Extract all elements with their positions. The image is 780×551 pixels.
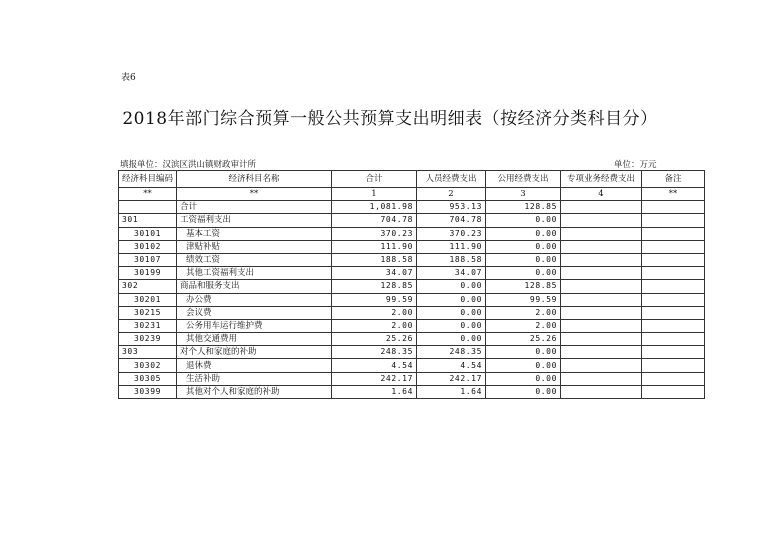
row-total: 188.58	[332, 253, 417, 266]
row-name: 基本工资	[177, 227, 332, 240]
row-special	[561, 253, 642, 266]
row-personnel: 0.00	[417, 333, 486, 346]
table-row	[119, 227, 705, 240]
table-row	[119, 214, 705, 227]
row-personnel: 0.00	[417, 293, 486, 306]
index-total: 1	[332, 188, 417, 201]
row-note	[642, 306, 705, 319]
row-total: 25.26	[332, 333, 417, 346]
row-total: 111.90	[332, 240, 417, 253]
row-public: 0.00	[486, 346, 561, 359]
row-code: 30239	[119, 333, 177, 346]
row-public: 99.59	[486, 293, 561, 306]
row-note	[642, 333, 705, 346]
row-public: 25.26	[486, 333, 561, 346]
row-name: 其他交通费用	[177, 333, 332, 346]
row-special	[561, 293, 642, 306]
row-name: 津贴补贴	[177, 240, 332, 253]
row-personnel: 242.17	[417, 372, 486, 385]
row-personnel: 370.23	[417, 227, 486, 240]
row-total: 128.85	[332, 280, 417, 293]
row-personnel: 704.78	[417, 214, 486, 227]
table-header-row	[119, 171, 705, 188]
row-total: 1,081.98	[332, 201, 417, 214]
row-name: 其他工资福利支出	[177, 267, 332, 280]
index-personnel: 2	[417, 188, 486, 201]
table-row	[119, 333, 705, 346]
index-note: **	[642, 188, 705, 201]
row-note	[642, 253, 705, 266]
row-name: 合计	[177, 201, 332, 214]
row-note	[642, 267, 705, 280]
table-row	[119, 240, 705, 253]
table-row	[119, 306, 705, 319]
row-name: 绩效工资	[177, 253, 332, 266]
row-special	[561, 306, 642, 319]
row-personnel: 188.58	[417, 253, 486, 266]
row-special	[561, 333, 642, 346]
row-code: 30302	[119, 359, 177, 372]
row-name: 公务用车运行维护费	[177, 319, 332, 332]
row-special	[561, 359, 642, 372]
row-public: 0.00	[486, 385, 561, 398]
header-personnel: 人员经费支出	[417, 171, 486, 188]
row-public: 0.00	[486, 253, 561, 266]
table-number-label: 表6	[121, 73, 136, 83]
row-code: 30305	[119, 372, 177, 385]
row-note	[642, 214, 705, 227]
table-body	[119, 201, 705, 399]
row-code	[119, 201, 177, 214]
row-public: 128.85	[486, 201, 561, 214]
row-public: 128.85	[486, 280, 561, 293]
row-name: 会议费	[177, 306, 332, 319]
row-note	[642, 372, 705, 385]
row-public: 0.00	[486, 267, 561, 280]
row-name: 其他对个人和家庭的补助	[177, 385, 332, 398]
row-code: 30231	[119, 319, 177, 332]
row-public: 0.00	[486, 227, 561, 240]
row-personnel: 1.64	[417, 385, 486, 398]
page-title: 2018年部门综合预算一般公共预算支出明细表（按经济分类科目分）	[122, 109, 658, 129]
currency-unit-label: 单位：万元	[614, 160, 657, 170]
reporting-unit-label: 填报单位：汉滨区洪山镇财政审计所	[120, 160, 257, 170]
row-public: 0.00	[486, 240, 561, 253]
table-row	[119, 372, 705, 385]
row-special	[561, 319, 642, 332]
table-row	[119, 253, 705, 266]
table-index-row	[119, 188, 705, 201]
table-row	[119, 319, 705, 332]
row-name: 对个人和家庭的补助	[177, 346, 332, 359]
header-special: 专项业务经费支出	[561, 171, 642, 188]
row-name: 办公费	[177, 293, 332, 306]
row-name: 退休费	[177, 359, 332, 372]
row-code: 30215	[119, 306, 177, 319]
row-special	[561, 214, 642, 227]
row-special	[561, 346, 642, 359]
index-name: **	[177, 188, 332, 201]
table-row	[119, 293, 705, 306]
row-total: 704.78	[332, 214, 417, 227]
row-special	[561, 201, 642, 214]
table-row	[119, 280, 705, 293]
row-personnel: 111.90	[417, 240, 486, 253]
header-public: 公用经费支出	[486, 171, 561, 188]
table-row	[119, 346, 705, 359]
row-note	[642, 319, 705, 332]
row-total: 242.17	[332, 372, 417, 385]
row-code: 30101	[119, 227, 177, 240]
row-personnel: 4.54	[417, 359, 486, 372]
table-row	[119, 385, 705, 398]
row-personnel: 248.35	[417, 346, 486, 359]
row-special	[561, 267, 642, 280]
row-special	[561, 227, 642, 240]
row-code: 301	[119, 214, 177, 227]
row-personnel: 953.13	[417, 201, 486, 214]
row-total: 99.59	[332, 293, 417, 306]
index-public: 3	[486, 188, 561, 201]
index-code: **	[119, 188, 177, 201]
row-code: 30102	[119, 240, 177, 253]
row-special	[561, 372, 642, 385]
row-note	[642, 201, 705, 214]
row-personnel: 34.07	[417, 267, 486, 280]
row-name: 商品和服务支出	[177, 280, 332, 293]
row-note	[642, 227, 705, 240]
row-total: 248.35	[332, 346, 417, 359]
row-public: 2.00	[486, 319, 561, 332]
row-total: 4.54	[332, 359, 417, 372]
table-row	[119, 201, 705, 214]
row-note	[642, 346, 705, 359]
row-note	[642, 293, 705, 306]
row-special	[561, 280, 642, 293]
row-code: 30107	[119, 253, 177, 266]
row-public: 2.00	[486, 306, 561, 319]
row-note	[642, 240, 705, 253]
row-total: 2.00	[332, 306, 417, 319]
row-note	[642, 359, 705, 372]
row-personnel: 0.00	[417, 319, 486, 332]
header-code: 经济科目编码	[119, 171, 177, 188]
row-code: 30201	[119, 293, 177, 306]
row-code: 30399	[119, 385, 177, 398]
row-code: 30199	[119, 267, 177, 280]
table-row	[119, 267, 705, 280]
row-total: 370.23	[332, 227, 417, 240]
row-name: 生活补助	[177, 372, 332, 385]
table-row	[119, 359, 705, 372]
row-public: 0.00	[486, 372, 561, 385]
row-name: 工资福利支出	[177, 214, 332, 227]
row-note	[642, 385, 705, 398]
row-special	[561, 385, 642, 398]
index-special: 4	[561, 188, 642, 201]
row-code: 302	[119, 280, 177, 293]
row-note	[642, 280, 705, 293]
row-special	[561, 240, 642, 253]
row-code: 303	[119, 346, 177, 359]
row-total: 2.00	[332, 319, 417, 332]
row-public: 0.00	[486, 214, 561, 227]
budget-expenditure-table	[118, 170, 705, 399]
row-total: 34.07	[332, 267, 417, 280]
header-note: 备注	[642, 171, 705, 188]
row-public: 0.00	[486, 359, 561, 372]
row-personnel: 0.00	[417, 306, 486, 319]
row-personnel: 0.00	[417, 280, 486, 293]
header-total: 合计	[332, 171, 417, 188]
header-name: 经济科目名称	[177, 171, 332, 188]
row-total: 1.64	[332, 385, 417, 398]
